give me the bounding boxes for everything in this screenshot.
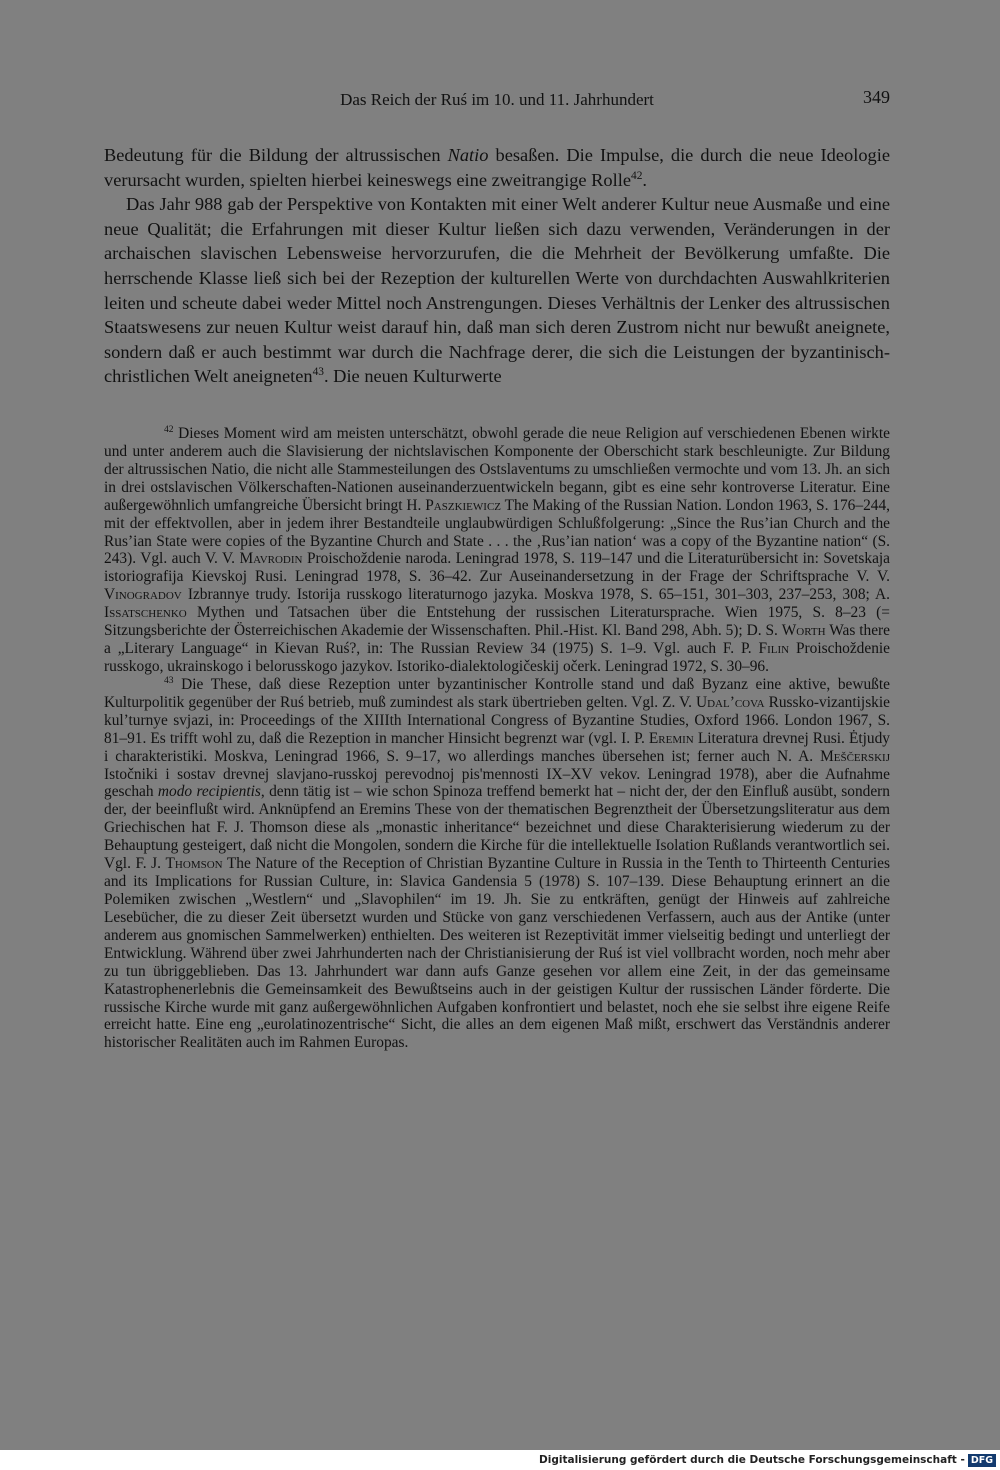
footnote-text: Dieses Moment wird am meisten unterschätzt, obwohl gerade die neue Religion auf verschiedenen Ebenen wirkte und unter anderem auch die Slavisierung der nichtslavischen Komponente der Oberschicht stark beschleunigte. Zur Bildung der altrussischen Natio, die nicht alle Stammesteilungen des Ostslaventums zu umschließen vermochte und vom 13. Jh. an sich in drei ostslavischen Völkerschaften-Nationen auseinanderzuentwickeln begann, gibt es eine sehr kontroverse Literatur. Eine außergewöhnlich umfangreiche Übersicht bringt H. (104, 425, 890, 514)
footnotes (104, 425, 890, 1052)
page-number: 349 (863, 87, 890, 107)
footnote-text: Mythen und Tatsachen über die Entstehung der russischen Literatursprache. Wien 1975, S. 8–23 (= Sitzungsberichte der Österreichischen Akademie der Wissenschaften. Phil.-Hist. Kl. Band 298, Abh. 5); D. S. (104, 604, 890, 640)
footnote-marker: 42 (631, 169, 643, 182)
footnote-text: Proischoždenie naroda. Leningrad 1978, S. 119–147 und die Literaturübersicht in: Sovetskaja istoriografija Kievskoj Rusi. Leningrad 1978, S. 36–42. Zur Auseinandersetzung in der Frage der Schriftsprache V. V. (104, 550, 891, 586)
author-name: Eremin (648, 729, 694, 747)
paragraph (104, 143, 890, 192)
author-name: Meščerskij (820, 747, 890, 765)
footnote-text: , denn tätig ist – wie schon Spinoza treffend bemerkt hat – nicht der, der den Einfluß ausübt, sondern der, der beeinflußt wird. Anknüpfend an Eremins These von der thematischen Begrenztheit der Übersetzungsliteratur aus dem Griechischen hat F. J. Thomson diese als „monastic inheritance“ bezeichnet und diese Charakterisierung wiederum zu der Behauptung gesteigert, daß nicht die Mongolen, sondern die Kirche für die intellektuelle Isolation Rußlands verantwortlich sei. Vgl. F. J. (104, 783, 890, 873)
footnote-text: Proischoždenie russkogo, ukrainskogo i belorusskogo jazykov. Istoriko-dialektologičeskij očerk. Leningrad 1972, S. 30–96. (104, 640, 891, 675)
footnote-42 (104, 425, 890, 676)
digitization-footer (0, 1450, 1000, 1470)
footnote-text: Was there a „Literary Language“ in Kievan Ruś?, in: The Russian Review 34 (1975) S. 1–9. Vgl. auch F. P. (104, 622, 890, 658)
author-name: Vinogradov (104, 586, 182, 604)
paragraph-text: besaßen. Die Impulse, die durch die neue Ideologie verursacht wurden, spielten hierbei keineswegs eine zweitrangige Rolle (104, 145, 891, 190)
paragraph-text: . Die neuen Kulturwerte (323, 366, 502, 387)
footnote-text: The Nature of the Reception of Christian Byzantine Culture in Russia in the Tenth to Thirteenth Centuries and its Implications for Russian Culture, in: Slavica Gandensia 5 (1978) S. 107–139. Diese Behauptung erinnert an die Polemiken zwischen „Westlern“ und „Slavophilen“ im 19. Jh. Sie zu entkräften, genügt der Hinweis auf zahlreiche Lesebücher, die zu dieser Zeit übersetzt wurden und Stücke von ganz verschiedenen Verfassern, auch aus der Antike (unter anderem aus gnomischen Sammelwerken) enthielten. Des weiteren ist Rezeptivität immer vielseitig bedingt und unterliegt der Entwicklung. Während über zwei Jahrhunderten nach der Christianisierung der Ruś ist viel vollbracht worden, noch mehr aber zu tun übriggeblieben. Das 13. Jahrhundert war dann aufs Ganze gesehen vor allem eine Zeit, in der das gemeinsame Katastrophenerlebnis die Gemeinsamkeit des Bewußtseins auch in der geistigen Kultur der russischen Länder förderte. Die russische Kirche wurde mit ganz außergewöhnlichen Aufgaben konfrontiert und belastet, noch ehe sie selbst ihre eigene Reife erreicht hatte. Eine eng „eurolatinozentrische“ Sicht, die alles an dem eigenen Maß mißt, erschwert das Verständnis anderer historischer Realitäten auch im Rahmen Europas. (104, 855, 890, 1052)
italic-term: modo recipientis (157, 783, 261, 801)
footnote-text: Izbrannye trudy. Istorija russkogo literaturnogo jazyka. Moskva 1978, S. 65–151, 301–303, 237–253, 308; A. (181, 586, 890, 604)
running-head (104, 87, 890, 114)
paragraph-text: Das Jahr 988 gab der Perspektive von Kontakten mit einer Welt anderer Kultur neue Ausmaße und eine neue Qualität; die Erfahrungen mit dieser Kultur ließen sich dazu verwenden, Veränderungen in der archaischen slavischen Lebensweise hervorzurufen, die die Mehrheit der Bevölkerung umfaßte. Die herrschende Klasse ließ sich bei der Rezeption der kulturellen Werte von durchdachten Auswahlkriterien leiten und scheute dabei weder Mittel noch Anstrengungen. Dieses Verhältnis der Lenker des altrussischen Staatswesens zur neuen Kultur weist darauf hin, daß man sich deren Zustrom nicht nur bewußt aneignete, sondern daß er auch bestimmt war durch die Nachfrage derer, die sich die Leistungen der byzantinisch-christlichen Welt aneigneten (104, 194, 890, 387)
author-name: Worth (781, 622, 826, 640)
footnote-text: The Making of the Russian Nation. London 1963, S. 176–244, mit der effektvollen, aber in jedem ihrer Bestandteile unglaubwürdigen Schlußfolgerung: „Since the Rus’ian Church and the Rus’ian State were copies of the Byzantine Church and State . . . the ‚Rus’ian nation‘ was a copy of the Byzantine nation“ (S. 243). Vgl. auch V. V. (104, 496, 890, 568)
footer-text: Digitalisierung gefördert durch die Deutsche Forschungsgemeinschaft - (539, 1454, 965, 1466)
paragraph-text: . (642, 169, 648, 190)
footnote-text: Istočniki i sostav drevnej slavjano-russkoj perevodnoj pis'mennosti IX–XV vekov. Leningrad 1978), aber die Aufnahme geschah (104, 765, 890, 801)
author-name: Mavrodin (239, 550, 303, 568)
footnote-text: Die These, daß diese Rezeption unter byzantinischer Kontrolle stand und daß Byzanz eine aktive, bewußte Kulturpolitik gegenüber der Ruś betrieb, muß zumindest als stark übertrieben gelten. Vgl. Z. V. (104, 675, 890, 711)
italic-term: Natio (447, 145, 489, 165)
paragraph (104, 192, 890, 389)
footnote-number: 43 (164, 674, 174, 686)
author-name: Thomson (165, 855, 223, 873)
paragraph-text: Bedeutung für die Bildung der altrussischen (104, 145, 448, 165)
footnote-text: Russko-vizantijskie kul’turnye svjazi, in: Proceedings of the XIIIth International Congress of Byzantine Studies, Oxford 1966. London 1967, S. 81–91. Es trifft wohl zu, daß die Rezeption in mancher Hinsicht begrenzt war (vgl. I. P. (104, 693, 890, 747)
author-name: Udal’cova (696, 693, 765, 711)
footnote-text: Literatura drevnej Rusi. Ėtjudy i charakteristiki. Moskva, Leningrad 1966, S. 9–17, wo allerdings manches übersehen ist; ferner auch N. A. (104, 729, 890, 765)
footnote-43 (104, 676, 890, 1052)
footnote-marker: 43 (312, 366, 324, 379)
footnote-number: 42 (164, 423, 174, 435)
dfg-logo: DFG (968, 1454, 996, 1467)
main-text (104, 143, 890, 389)
author-name: Issatschenko (104, 604, 187, 622)
author-name: Paszkiewicz (425, 496, 502, 514)
running-title: Das Reich der Ruś im 10. und 11. Jahrhundert (340, 90, 654, 109)
author-name: Filin (758, 640, 790, 658)
